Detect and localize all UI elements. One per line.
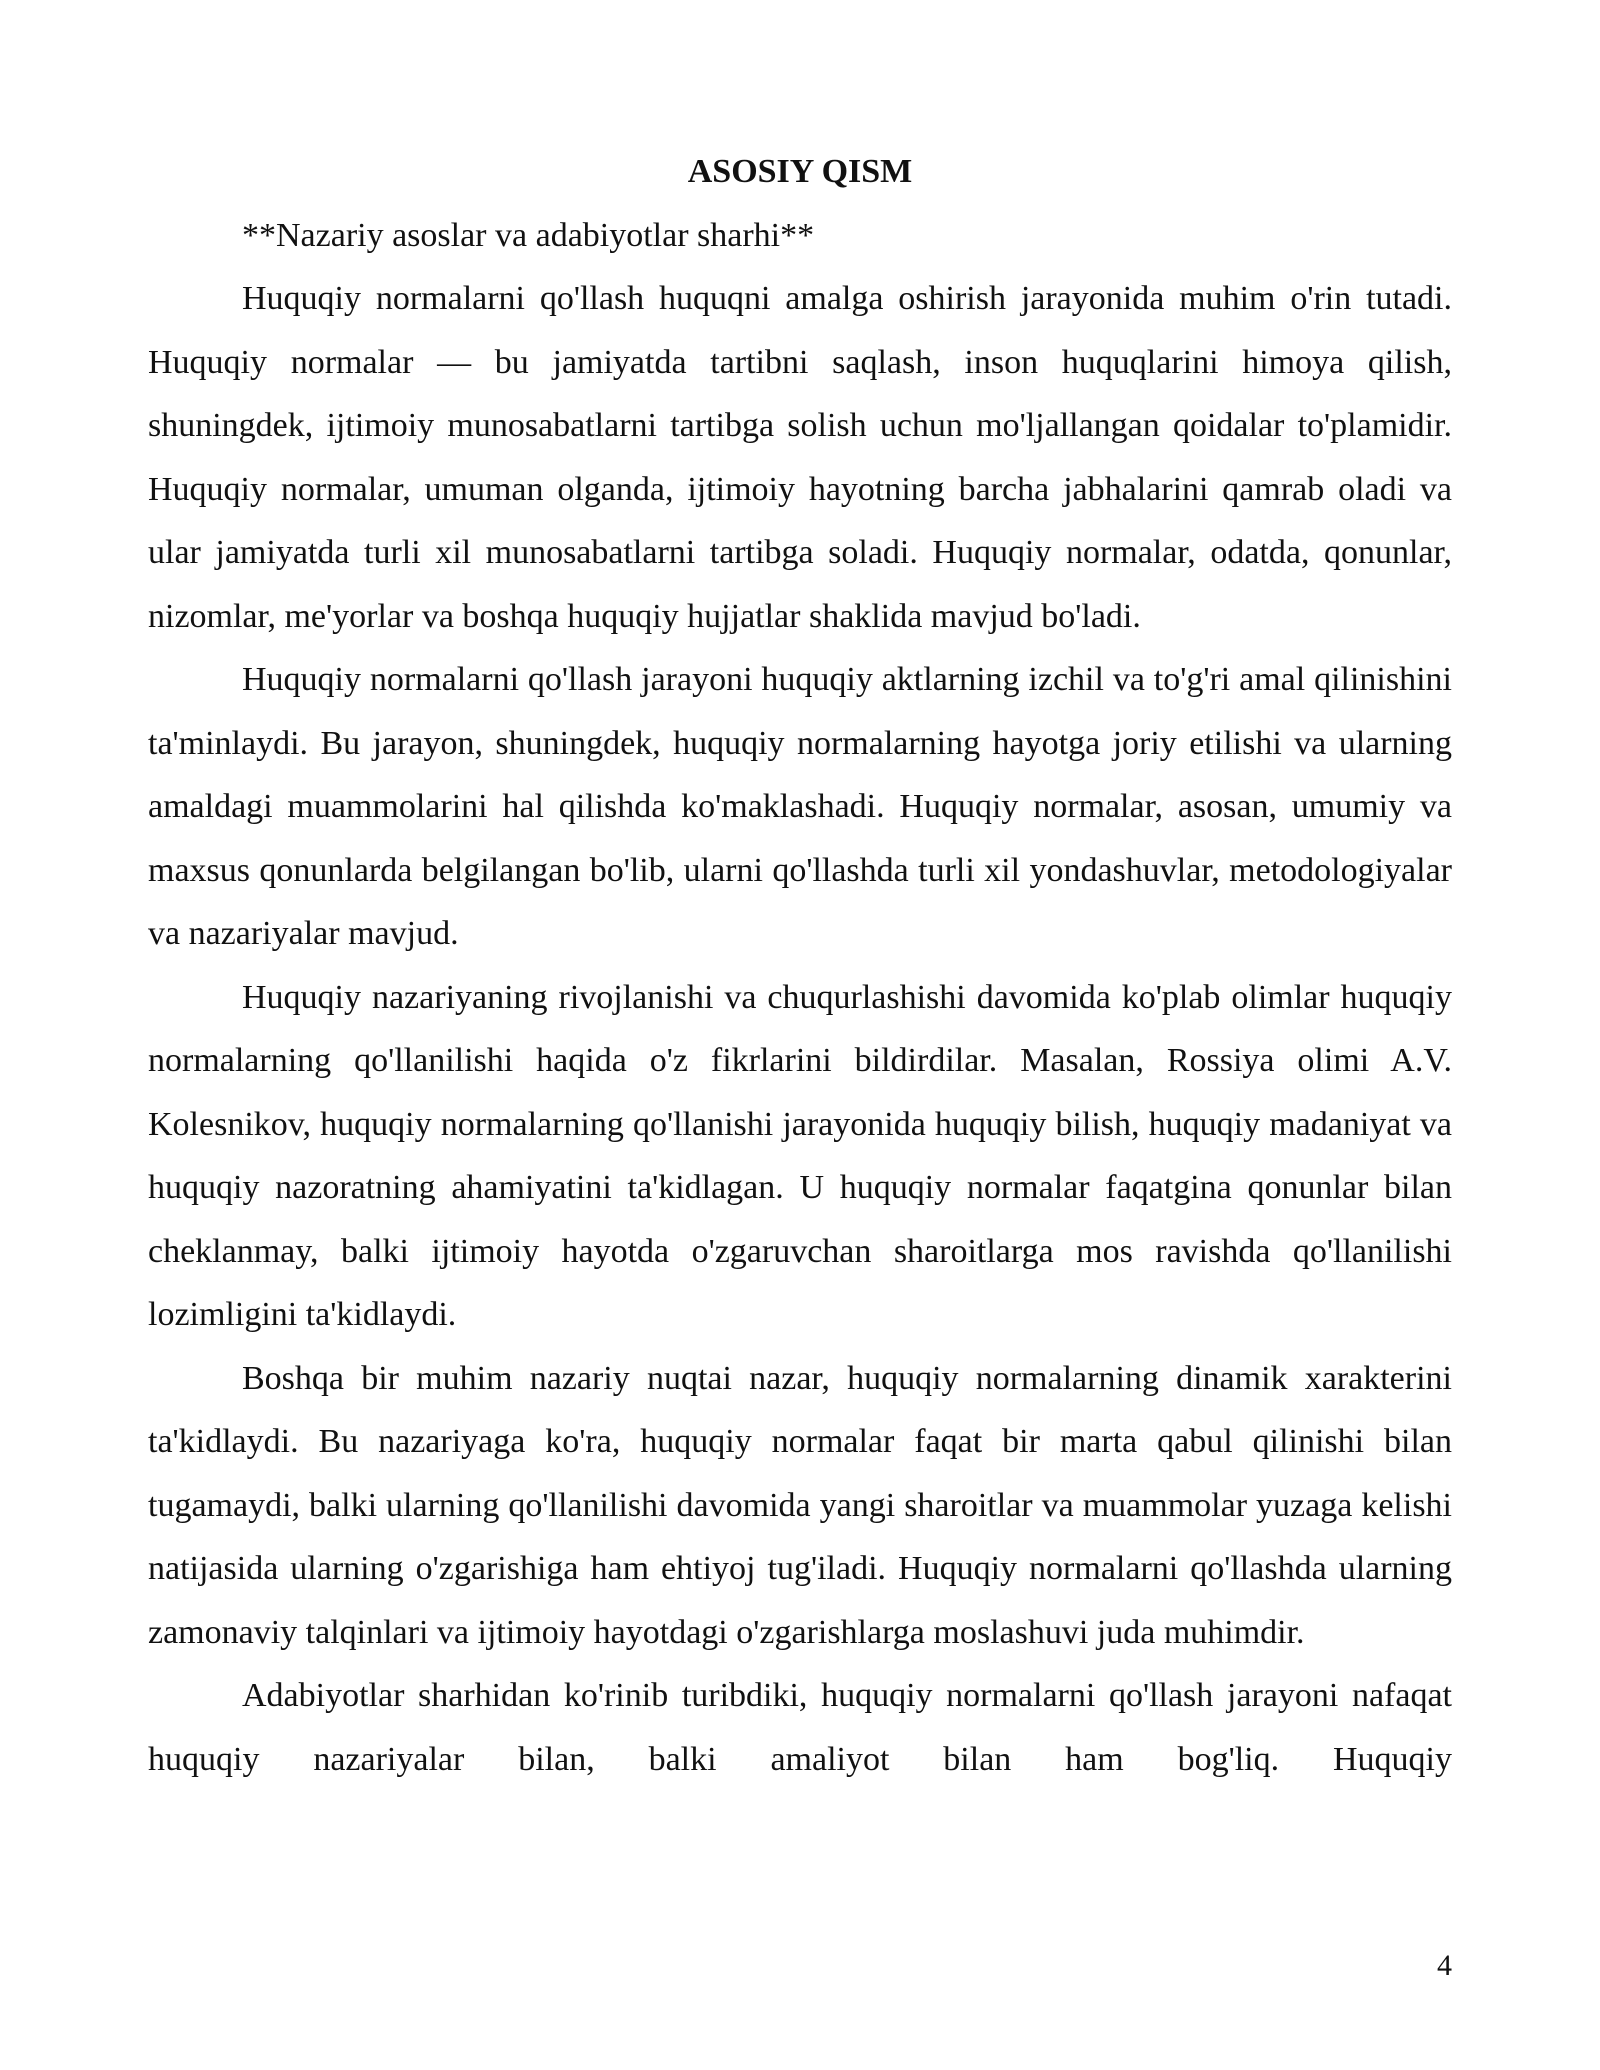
paragraph-4: Boshqa bir muhim nazariy nuqtai nazar, huquqiy normalarning dinamik xarakterini ta'kidlaydi. Bu nazariyaga ko'ra, huquqiy normalar faqat bir marta qabul qilinishi bilan tugamaydi, balki ularning qo'llanilishi davomida yangi sharoitlar va muammolar yuzaga kelishi natijasida ularning o'zgarishiga ham ehtiyoj tug'iladi. Huquqiy normalarni qo'llashda ularning zamonaviy talqinlari va ijtimoiy hayotdagi o'zgarishlarga moslashuvi juda muhimdir. bbox=[148, 1359, 1452, 1651]
paragraph-3: Huquqiy nazariyaning rivojlanishi va chuqurlashishi davomida ko'plab olimlar huquqiy normalarning qo'llanilishi haqida o'z fikrlarini bildirdilar. Masalan, Rossiya olimi A.V. Kolesnikov, huquqiy normalarning qo'llanishi jarayonida huquqiy bilish, huquqiy madaniyat va huquqiy nazoratning ahamiyatini ta'kidlagan. U huquqiy normalar faqatgina qonunlar bilan cheklanmay, balki ijtimoiy hayotda o'zgaruvchan sharoitlarga mos ravishda qo'llanilishi lozimligini ta'kidlaydi. bbox=[148, 978, 1452, 1333]
paragraph-2: Huquqiy normalarni qo'llash jarayoni huquqiy aktlarning izchil va to'g'ri amal qilinishini ta'minlaydi. Bu jarayon, shuningdek, huquqiy normalarning hayotga joriy etilishi va ularning amaldagi muammolarini hal qilishda ko'maklashadi. Huquqiy normalar, asosan, umumiy va maxsus qonunlarda belgilangan bo'lib, ularni qo'llashda turli xil yondashuvlar, metodologiyalar va nazariyalar mavjud. bbox=[148, 661, 1452, 952]
paragraph-5: Adabiyotlar sharhidan ko'rinib turibdiki, huquqiy normalarni qo'llash jarayoni nafaqat huquqiy nazariyalar bilan, balki amaliyot bilan ham bog'liq. Huquqiy bbox=[148, 1677, 1452, 1778]
paragraph-1: Huquqiy normalarni qo'llash huquqni amalga oshirish jarayonida muhim o'rin tutadi. Huquqiy normalar — bu jamiyatda tartibni saqlash, inson huquqlarini himoya qilish, shuningdek, ijtimoiy munosabatlarni tartibga solish uchun mo'ljallangan qoidalar to'plamidir. Huquqiy normalar, umuman olganda, ijtimoiy hayotning barcha jabhalarini qamrab oladi va ular jamiyatda turli xil munosabatlarni tartibga soladi. Huquqiy normalar, odatda, qonunlar, nizomlar, me'yorlar va boshqa huquqiy hujjatlar shaklida mavjud bo'ladi. bbox=[148, 280, 1452, 635]
page-number: 4 bbox=[1437, 1949, 1452, 1982]
section-heading: ASOSIY QISM bbox=[687, 153, 913, 190]
section-subheading: **Nazariy asoslar va adabiyotlar sharhi** bbox=[242, 216, 815, 254]
document-page bbox=[148, 140, 1452, 1791]
